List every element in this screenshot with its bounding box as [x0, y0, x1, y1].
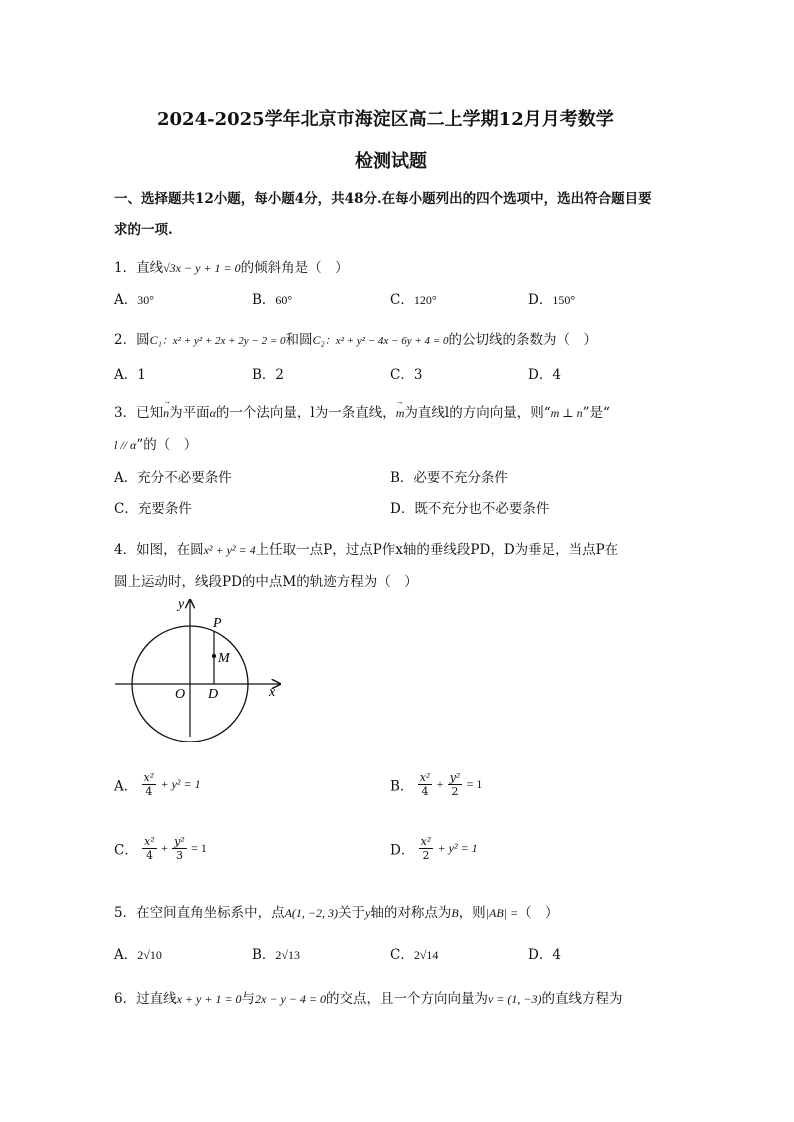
- q3-option-c: C．充要条件: [114, 501, 192, 517]
- q2-option-a: A．1: [114, 367, 146, 383]
- q2-option-b: B．2: [252, 367, 285, 383]
- question-5: 5．在空间直角坐标系中，点A(1, −2, 3)关于y轴的对称点为B，则|AB| =（ ）: [114, 905, 559, 921]
- question-4-cont: 圆上运动时，线段PD的中点M的轨迹方程为（ ）: [114, 574, 418, 590]
- question-3: 3．已知→ n为平面α的一个法向量，l为一条直线，→ m为直线l的方向向量，则“m ⊥ n”是“: [114, 401, 610, 421]
- q5-option-b: B．2√13: [252, 947, 301, 963]
- question-4: 4．如图，在圆x² + y² = 4上任取一点P，过点P作x轴的垂线段PD，D为垂足，当点P在: [114, 542, 619, 558]
- q5-option-d: D．4: [528, 947, 561, 963]
- question-6: 6．过直线x + y + 1 = 0与2x − y − 4 = 0的交点，且一个方向向量为v = (1, −3)的直线方程为: [114, 991, 623, 1007]
- q3-option-a: A．充分不必要条件: [114, 470, 232, 486]
- label-d: D: [208, 687, 219, 702]
- q2-option-d: D．4: [528, 367, 561, 383]
- q3-option-b: B．必要不充分条件: [390, 470, 508, 486]
- q1-option-c: C．120°: [390, 292, 437, 308]
- label-p: P: [213, 616, 222, 631]
- circle-figure: [110, 592, 290, 742]
- q1-option-a: A．30°: [114, 292, 155, 308]
- section-heading: 一、选择题共12小题，每小题4分，共48分.在每小题列出的四个选项中，选出符合题目要: [114, 191, 652, 207]
- page-subtitle: 检测试题: [355, 151, 427, 172]
- q4-option-c: C． $\frac{\text{x²}}{4}$ + $\frac{\text{y²}}{3}$ = 1: [114, 835, 207, 862]
- page-title: 2024-2025学年北京市海淀区高二上学期12月月考数学: [157, 109, 614, 130]
- question-2: 2．圆C₁：x² + y² + 2x + 2y − 2 = 0和圆C₂：x² + y² − 4x − 6y + 4 = 0的公切线的条数为（ ）: [114, 332, 597, 348]
- q4-option-a: A． $\frac{\text{x²}}{4}$ + y² = 1: [114, 771, 201, 798]
- label-x: x: [269, 685, 276, 700]
- section-heading-cont: 求的一项.: [114, 222, 173, 238]
- question-1: 1．直线√3x − y + 1 = 0的倾斜角是（ ）: [114, 260, 349, 276]
- question-3-cont: l // α”的（ ）: [114, 437, 198, 453]
- q2-option-c: C．3: [390, 367, 423, 383]
- q5-option-a: A．2√10: [114, 947, 162, 963]
- q4-option-d: D． $\frac{\text{x²}}{2}$ + y² = 1: [390, 835, 478, 862]
- q1-option-d: D．150°: [528, 292, 576, 308]
- label-m: M: [218, 651, 230, 666]
- label-y: y: [178, 597, 185, 612]
- point-m: [212, 654, 216, 658]
- q3-option-d: D．既不充分也不必要条件: [390, 501, 550, 517]
- label-o: O: [175, 687, 186, 702]
- q5-option-c: C．2√14: [390, 947, 439, 963]
- q1-option-b: B．60°: [252, 292, 293, 308]
- q4-option-b: B． $\frac{\text{x²}}{4}$ + $\frac{\text{y²}}{2}$ = 1: [390, 771, 483, 798]
